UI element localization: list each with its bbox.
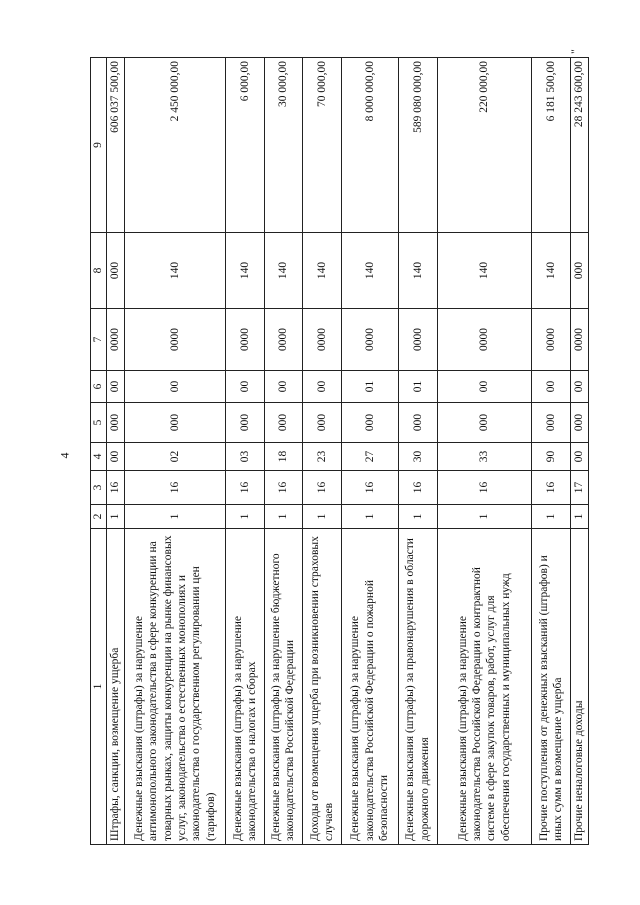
table-row [341, 58, 398, 845]
code-cell: 000 [226, 403, 265, 443]
code-cell: 000 [532, 403, 571, 443]
code-cell: 16 [399, 471, 438, 505]
code-cell: 00 [107, 371, 125, 403]
code-cell: 0000 [226, 309, 265, 371]
code-cell: 16 [226, 471, 265, 505]
table-row [264, 58, 303, 845]
code-cell: 000 [107, 233, 125, 309]
row-name: Штрафы, санкции, возмещение ущерба [107, 529, 125, 845]
amount-cell: 70 000,00 [303, 58, 342, 233]
amount-cell: 6 181 500,00 [532, 58, 571, 233]
code-cell: 27 [341, 443, 398, 471]
code-cell: 18 [264, 443, 303, 471]
row-name: Денежные взыскания (штрафы) за нарушение бюджетного законодательства Российской Федерации [264, 529, 303, 845]
code-cell: 000 [437, 403, 532, 443]
code-cell: 0000 [125, 309, 226, 371]
amount-cell: 8 000 000,00 [341, 58, 398, 233]
code-cell: 000 [107, 403, 125, 443]
column-header: 1 [91, 529, 107, 845]
code-cell: 0000 [437, 309, 532, 371]
code-cell: 1 [226, 505, 265, 529]
code-cell: 30 [399, 443, 438, 471]
code-cell: 00 [570, 443, 588, 471]
code-cell: 00 [107, 443, 125, 471]
code-cell: 01 [399, 371, 438, 403]
header-row [91, 58, 107, 845]
code-cell: 140 [125, 233, 226, 309]
code-cell: 16 [437, 471, 532, 505]
code-cell: 16 [125, 471, 226, 505]
code-cell: 16 [264, 471, 303, 505]
amount-cell: 2 450 000,00 [125, 58, 226, 233]
row-name: Прочие поступления от денежных взысканий (штрафов) и иных сумм в возмещение ущерба [532, 529, 571, 845]
code-cell: 00 [264, 371, 303, 403]
row-name: Денежные взыскания (штрафы) за нарушение законодательства о налогах и сборах [226, 529, 265, 845]
code-cell: 00 [303, 371, 342, 403]
code-cell: 00 [532, 371, 571, 403]
code-cell: 16 [107, 471, 125, 505]
code-cell: 0000 [264, 309, 303, 371]
code-cell: 0000 [532, 309, 571, 371]
code-cell: 1 [341, 505, 398, 529]
code-cell: 1 [437, 505, 532, 529]
table-row [125, 58, 226, 845]
row-name: Денежные взыскания (штрафы) за правонарушения в области дорожного движения [399, 529, 438, 845]
table-row [532, 58, 571, 845]
code-cell: 00 [226, 371, 265, 403]
row-name: Денежные взыскания (штрафы) за нарушение законодательства Российской Федерации о контрактной системе в сфере закупок товаров, работ, услуг для обеспечения государственных и муниципальных нужд [437, 529, 532, 845]
row-name: Прочие неналоговые доходы [570, 529, 588, 845]
code-cell: 140 [532, 233, 571, 309]
column-header: 7 [91, 309, 107, 371]
code-cell: 000 [341, 403, 398, 443]
row-name: Доходы от возмещения ущерба при возникновении страховых случаев [303, 529, 342, 845]
amount-cell: 606 037 500,00 [107, 58, 125, 233]
code-cell: 02 [125, 443, 226, 471]
code-cell: 0000 [107, 309, 125, 371]
code-cell: 00 [125, 371, 226, 403]
column-header: 5 [91, 403, 107, 443]
amount-cell: 28 243 600,00 [570, 58, 588, 233]
code-cell: 000 [570, 233, 588, 309]
code-cell: 000 [399, 403, 438, 443]
code-cell: 000 [303, 403, 342, 443]
code-cell: 00 [437, 371, 532, 403]
code-cell: 140 [341, 233, 398, 309]
code-cell: 000 [264, 403, 303, 443]
table-row [303, 58, 342, 845]
code-cell: 16 [341, 471, 398, 505]
table-container [90, 58, 589, 845]
code-cell: 1 [264, 505, 303, 529]
table-row [570, 58, 588, 845]
table-row [399, 58, 438, 845]
code-cell: 1 [125, 505, 226, 529]
column-header: 2 [91, 505, 107, 529]
code-cell: 140 [303, 233, 342, 309]
code-cell: 0000 [341, 309, 398, 371]
closing-quote-mark: " [567, 49, 582, 54]
column-header: 3 [91, 471, 107, 505]
code-cell: 16 [532, 471, 571, 505]
code-cell: 17 [570, 471, 588, 505]
amount-cell: 6 000,00 [226, 58, 265, 233]
code-cell: 0000 [399, 309, 438, 371]
column-header: 8 [91, 233, 107, 309]
table-row [226, 58, 265, 845]
amount-cell: 589 080 000,00 [399, 58, 438, 233]
code-cell: 1 [303, 505, 342, 529]
code-cell: 0000 [570, 309, 588, 371]
table-row [437, 58, 532, 845]
code-cell: 140 [437, 233, 532, 309]
column-header: 9 [91, 58, 107, 233]
column-header: 4 [91, 443, 107, 471]
code-cell: 1 [107, 505, 125, 529]
amount-cell: 30 000,00 [264, 58, 303, 233]
code-cell: 16 [303, 471, 342, 505]
code-cell: 01 [341, 371, 398, 403]
row-name: Денежные взыскания (штрафы) за нарушение законодательства Российской Федерации о пожарной безопасности [341, 529, 398, 845]
table-row [107, 58, 125, 845]
code-cell: 000 [570, 403, 588, 443]
code-cell: 90 [532, 443, 571, 471]
code-cell: 0000 [303, 309, 342, 371]
row-name: Денежные взыскания (штрафы) за нарушение антимонопольного законодательства в сфере конкуренции на товарных рынках, защиты конкуренции на рынке финансовых услуг, законодательства о естественных монополиях и законодательства о государственном регулировании цен (тарифов) [125, 529, 226, 845]
code-cell: 140 [264, 233, 303, 309]
code-cell: 23 [303, 443, 342, 471]
code-cell: 33 [437, 443, 532, 471]
code-cell: 000 [125, 403, 226, 443]
code-cell: 140 [226, 233, 265, 309]
code-cell: 140 [399, 233, 438, 309]
budget-table [90, 57, 589, 845]
code-cell: 03 [226, 443, 265, 471]
code-cell: 1 [532, 505, 571, 529]
column-header: 6 [91, 371, 107, 403]
amount-cell: 220 000,00 [437, 58, 532, 233]
code-cell: 1 [570, 505, 588, 529]
code-cell: 00 [570, 371, 588, 403]
code-cell: 1 [399, 505, 438, 529]
page-number: 4 [57, 452, 72, 459]
